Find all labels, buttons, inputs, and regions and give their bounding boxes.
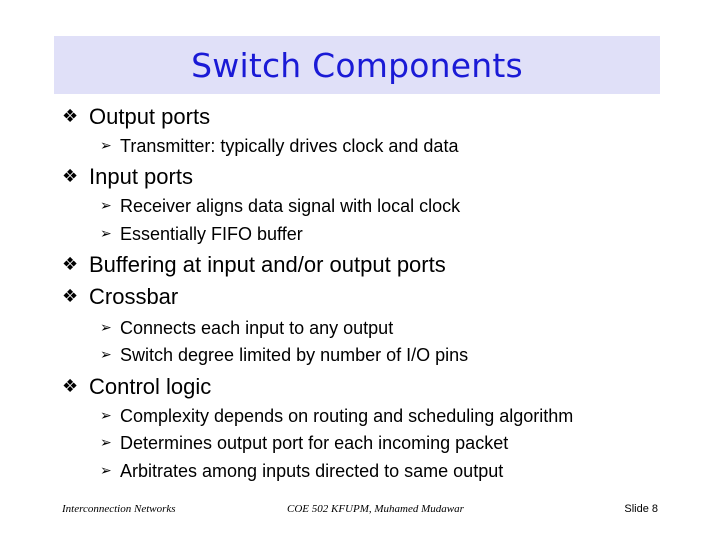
sub-bullet xyxy=(100,317,393,339)
bullet-crossbar xyxy=(62,284,178,310)
arrow-bullet-icon: ➢ xyxy=(100,463,112,479)
slide-title: Switch Components xyxy=(191,45,523,85)
sub-bullet xyxy=(100,135,458,157)
sub-bullet xyxy=(100,344,468,366)
bullet-label: Output ports xyxy=(89,104,211,129)
diamond-bullet-icon: ❖ xyxy=(62,286,79,307)
bullet-label: Input ports xyxy=(89,164,193,189)
arrow-bullet-icon: ➢ xyxy=(100,320,112,336)
sub-bullet xyxy=(100,460,503,482)
footer-author: COE 502 KFUPM, Muhamed Mudawar xyxy=(287,503,464,515)
sub-bullet-label: Receiver aligns data signal with local clock xyxy=(120,196,461,216)
sub-bullet-label: Arbitrates among inputs directed to same output xyxy=(120,461,504,481)
diamond-bullet-icon: ❖ xyxy=(62,106,79,127)
diamond-bullet-icon: ❖ xyxy=(62,376,79,397)
bullet-output-ports xyxy=(62,104,210,130)
bullet-buffering xyxy=(62,252,446,278)
sub-bullet-label: Determines output port for each incoming packet xyxy=(120,433,509,453)
sub-bullet-label: Complexity depends on routing and scheduling algorithm xyxy=(120,406,574,426)
arrow-bullet-icon: ➢ xyxy=(100,408,112,424)
footer-course: Interconnection Networks xyxy=(62,503,176,515)
sub-bullet xyxy=(100,405,573,427)
sub-bullet xyxy=(100,432,508,454)
arrow-bullet-icon: ➢ xyxy=(100,138,112,154)
arrow-bullet-icon: ➢ xyxy=(100,226,112,242)
sub-bullet-label: Transmitter: typically drives clock and data xyxy=(120,136,459,156)
bullet-label: Control logic xyxy=(89,374,212,399)
diamond-bullet-icon: ❖ xyxy=(62,166,79,187)
sub-bullet-label: Switch degree limited by number of I/O pins xyxy=(120,345,469,365)
title-bar xyxy=(54,36,660,94)
bullet-control-logic xyxy=(62,374,211,400)
sub-bullet-label: Connects each input to any output xyxy=(120,318,394,338)
bullet-label: Crossbar xyxy=(89,284,179,309)
arrow-bullet-icon: ➢ xyxy=(100,347,112,363)
sub-bullet xyxy=(100,195,460,217)
arrow-bullet-icon: ➢ xyxy=(100,198,112,214)
arrow-bullet-icon: ➢ xyxy=(100,435,112,451)
sub-bullet-label: Essentially FIFO buffer xyxy=(120,224,303,244)
footer-slide-number: Slide 8 xyxy=(624,503,658,515)
diamond-bullet-icon: ❖ xyxy=(62,254,79,275)
bullet-input-ports xyxy=(62,164,193,190)
sub-bullet xyxy=(100,223,303,245)
bullet-label: Buffering at input and/or output ports xyxy=(89,252,446,277)
